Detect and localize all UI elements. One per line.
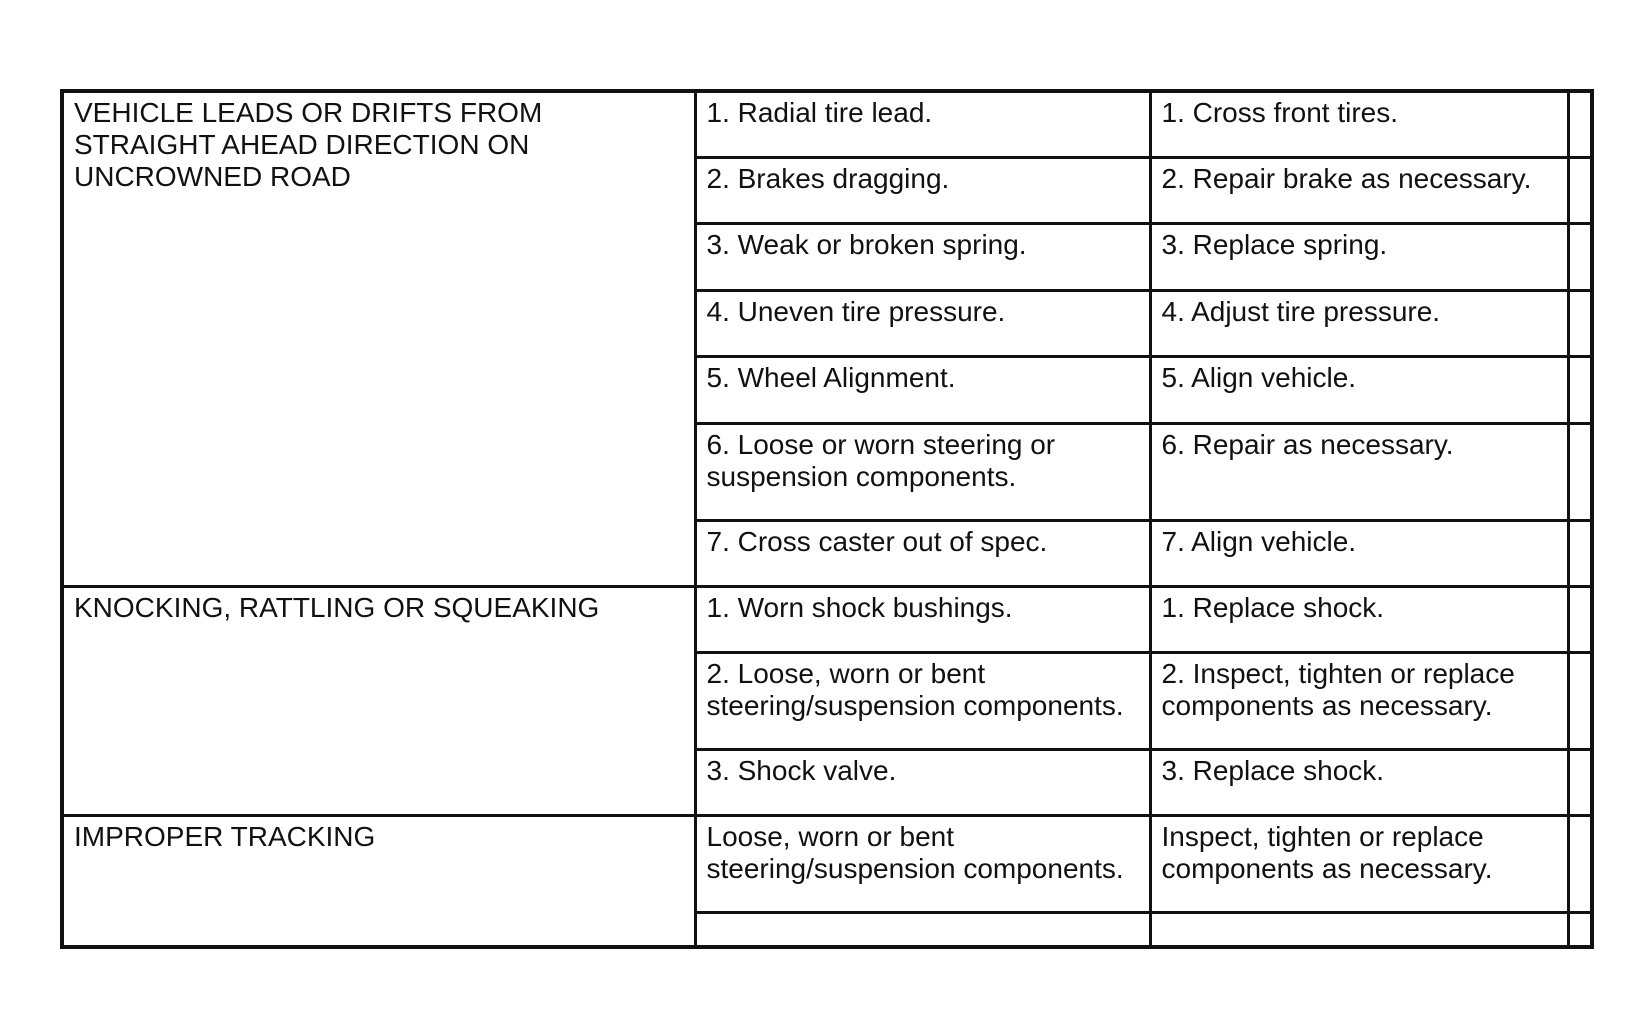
correction-cell: 6. Repair as necessary. <box>1150 423 1568 520</box>
condition-cell: VEHICLE LEADS OR DRIFTS FROM STRAIGHT AHEAD DIRECTION ON UNCROWNED ROAD <box>62 91 695 586</box>
correction-cell: 2. Repair brake as necessary. <box>1150 157 1568 223</box>
correction-cell: Inspect, tighten or replace components as necessary. <box>1150 815 1568 912</box>
correction-cell: 2. Inspect, tighten or replace components as necessary. <box>1150 652 1568 749</box>
correction-cell: 1. Replace shock. <box>1150 586 1568 652</box>
cause-cell: 2. Brakes dragging. <box>695 157 1150 223</box>
narrow-column-cell <box>1568 520 1592 586</box>
narrow-column-cell <box>1568 815 1592 912</box>
narrow-column-cell <box>1568 91 1592 157</box>
condition-cell: KNOCKING, RATTLING OR SQUEAKING <box>62 586 695 815</box>
cause-cell: 5. Wheel Alignment. <box>695 356 1150 423</box>
cause-cell: 6. Loose or worn steering or suspension components. <box>695 423 1150 520</box>
narrow-column-cell <box>1568 423 1592 520</box>
narrow-column-cell <box>1568 586 1592 652</box>
cause-cell <box>695 912 1150 947</box>
condition-cell: IMPROPER TRACKING <box>62 815 695 947</box>
cause-cell: 3. Weak or broken spring. <box>695 223 1150 290</box>
correction-cell: 3. Replace spring. <box>1150 223 1568 290</box>
cause-cell: 1. Radial tire lead. <box>695 91 1150 157</box>
cause-cell: 1. Worn shock bushings. <box>695 586 1150 652</box>
narrow-column-cell <box>1568 912 1592 947</box>
correction-cell <box>1150 912 1568 947</box>
table-row <box>62 815 1592 912</box>
narrow-column-cell <box>1568 749 1592 815</box>
narrow-column-cell <box>1568 356 1592 423</box>
cause-cell: 7. Cross caster out of spec. <box>695 520 1150 586</box>
narrow-column-cell <box>1568 290 1592 356</box>
diagnosis-table <box>60 89 1594 949</box>
correction-cell: 1. Cross front tires. <box>1150 91 1568 157</box>
correction-cell: 4. Adjust tire pressure. <box>1150 290 1568 356</box>
correction-cell: 7. Align vehicle. <box>1150 520 1568 586</box>
narrow-column-cell <box>1568 223 1592 290</box>
narrow-column-cell <box>1568 157 1592 223</box>
table-body <box>62 91 1592 947</box>
correction-cell: 5. Align vehicle. <box>1150 356 1568 423</box>
cause-cell: Loose, worn or bent steering/suspension components. <box>695 815 1150 912</box>
table-row <box>62 586 1592 652</box>
correction-cell: 3. Replace shock. <box>1150 749 1568 815</box>
table-row <box>62 91 1592 157</box>
cause-cell: 3. Shock valve. <box>695 749 1150 815</box>
narrow-column-cell <box>1568 652 1592 749</box>
cause-cell: 2. Loose, worn or bent steering/suspension components. <box>695 652 1150 749</box>
cause-cell: 4. Uneven tire pressure. <box>695 290 1150 356</box>
